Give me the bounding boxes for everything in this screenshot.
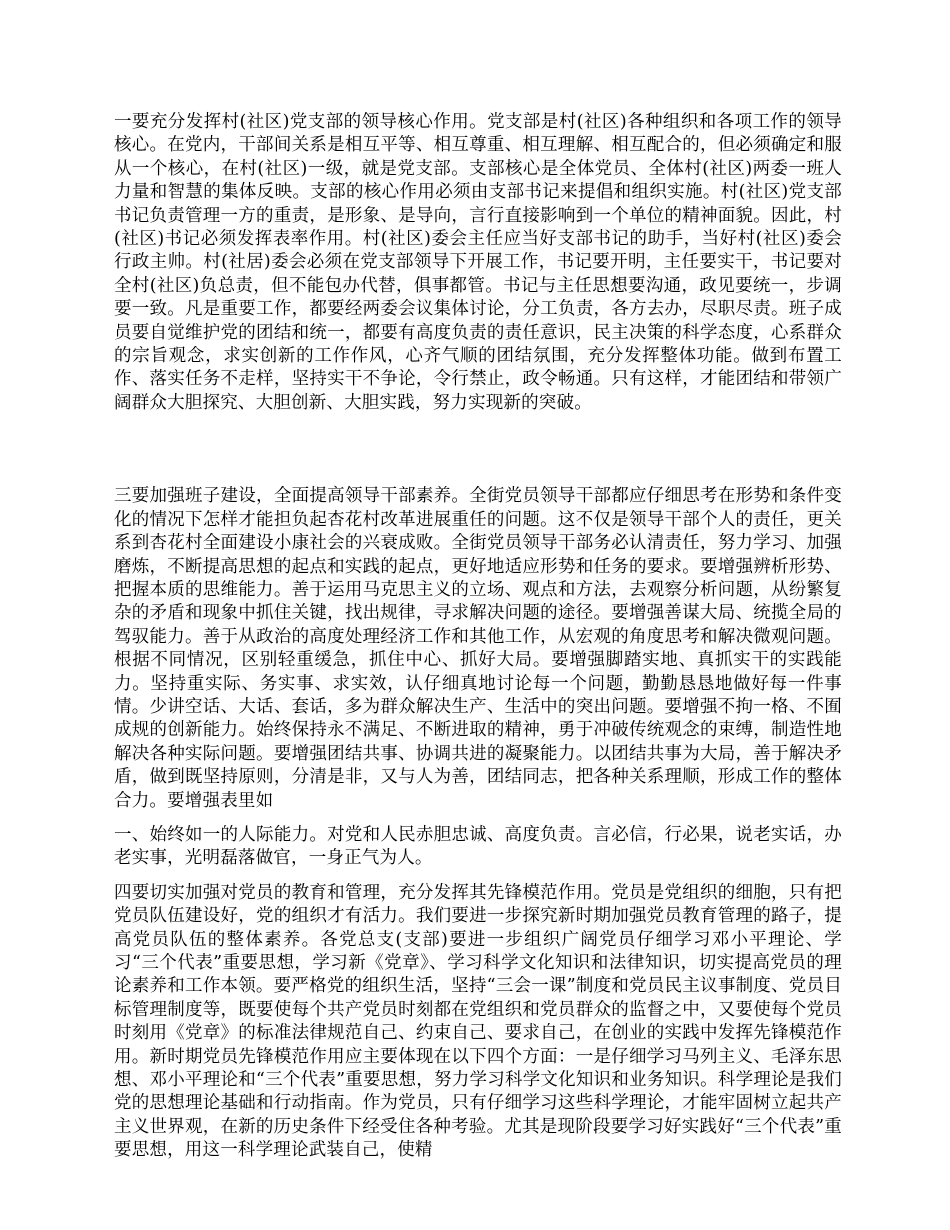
paragraph-branch-leadership-core: 一要充分发挥村(社区)党支部的领导核心作用。党支部是村(社区)各种组织和各项工作的领导核心。在党内，干部间关系是相互平等、相互尊重、相互理解、相互配合的，但必须确定和服从一个核心，在村(社区)一级，就是党支部。支部核心是全体党员、全体村(社区)两委一班人力量和智慧的集体反映。支部的核心作用必须由支部书记来提倡和组织实施。村(社区)党支部书记负责管理一方的重责，是形象、是导向，言行直接影响到一个单位的精神面貌。因此，村(社区)书记必须发挥表率作用。村(社区)委会主任应当好支部书记的助手，当好村(社区)委会行政主帅。村(社居)委会必须在党支部领导下开展工作，书记要开明，主任要实干，书记要对全村(社区)负总责，但不能包办代替，俱事都管。书记与主任思想要沟通，政见要统一，步调要一致。凡是重要工作，都要经两委会议集体讨论，分工负责，各方去办，尽职尽责。班子成员要自觉维护党的团结和统一，都要有高度负责的责任意识，民主决策的科学态度，心系群众的宗旨观念，求实创新的工作作风，心齐气顺的团结氛围，充分发挥整体功能。做到布置工作、落实任务不走样，坚持实干不争论，令行禁止，政令畅通。只有这样，才能团结和带领广阔群众大胆探究、大胆创新、大胆实践，努力实现新的突破。 bbox=[114, 112, 842, 413]
paragraph-team-building: 三要加强班子建设，全面提高领导干部素养。全街党员领导干部都应仔细思考在形势和条件变化的情况下怎样才能担负起杏花村改革进展重任的问题。这不仅是领导干部个人的责任，更关系到杏花村全面建设小康社会的兴衰成败。全街党员领导干部务必认清责任，努力学习、加强磨炼，不断提高思想的起点和实践的起点，更好地适应形势和任务的要求。要增强辨析形势、把握本质的思维能力。善于运用马克思主义的立场、观点和方法，去观察分析问题，从纷繁复杂的矛盾和现象中抓住关键，找出规律，寻求解决问题的途径。要增强善谋大局、统揽全局的驾驭能力。善于从政治的高度处理经济工作和其他工作，从宏观的角度思考和解决微观问题。根据不同情况，区别轻重缓急，抓住中心、抓好大局。要增强脚踏实地、真抓实干的实践能力。坚持重实际、务实事、求实效，认仔细真地讨论每一个问题，勤勤恳恳地做好每一件事情。少讲空话、大话、套话，多为群众解决生产、生活中的突出问题。要增强不拘一格、不囿成规的创新能力。始终保持永不满足、不断进取的精神，勇于冲破传统观念的束缚，制造性地解决各种实际问题。要增强团结共事、协调共进的凝聚能力。以团结共事为大局，善于解决矛盾，做到既坚持原则，分清是非，又与人为善，团结同志，把各种关系理顺，形成工作的整体合力。要增强表里如 bbox=[114, 486, 842, 811]
document-body bbox=[114, 111, 842, 1163]
paragraph-member-education: 四要切实加强对党员的教育和管理，充分发挥其先锋模范作用。党员是党组织的细胞，只有把党员队伍建设好，党的组织才有活力。我们要进一步探究新时期加强党员教育管理的路子，提高党员队伍的整体素养。各党总支(支部)要进一步组织广阔党员仔细学习邓小平理论、学习“三个代表”重要思想，学习新《党章》、学习科学文化知识和法律知识，切实提高党员的理论素养和工作本领。要严格党的组织生活，坚持“三会一课”制度和党员民主议事制度、党员目标管理制度等，既要使每个共产党员时刻都在党组织和党员群众的监督之中，又要使每个党员时刻用《党章》的标准法律规范自己、约束自己、要求自己，在创业的实践中发挥先锋模范作用。新时期党员先锋模范作用应主要体现在以下四个方面：一是仔细学习马列主义、毛泽东思想、邓小平理论和“三个代表”重要思想，努力学习科学文化知识和业务知识。科学理论是我们党的思想理论基础和行动指南。作为党员，只有仔细学习这些科学理论，才能牢固树立起共产主义世界观，在新的历史条件下经受住各种考验。尤其是现阶段要学习好实践好“三个代表”重要思想，用这一科学理论武装自己，使精 bbox=[114, 882, 842, 1161]
paragraph-interpersonal-ability: 一、始终如一的人际能力。对党和人民赤胆忠诚、高度负责。言必信，行必果，说老实话，办老实事，光明磊落做官，一身正气为人。 bbox=[114, 824, 842, 869]
